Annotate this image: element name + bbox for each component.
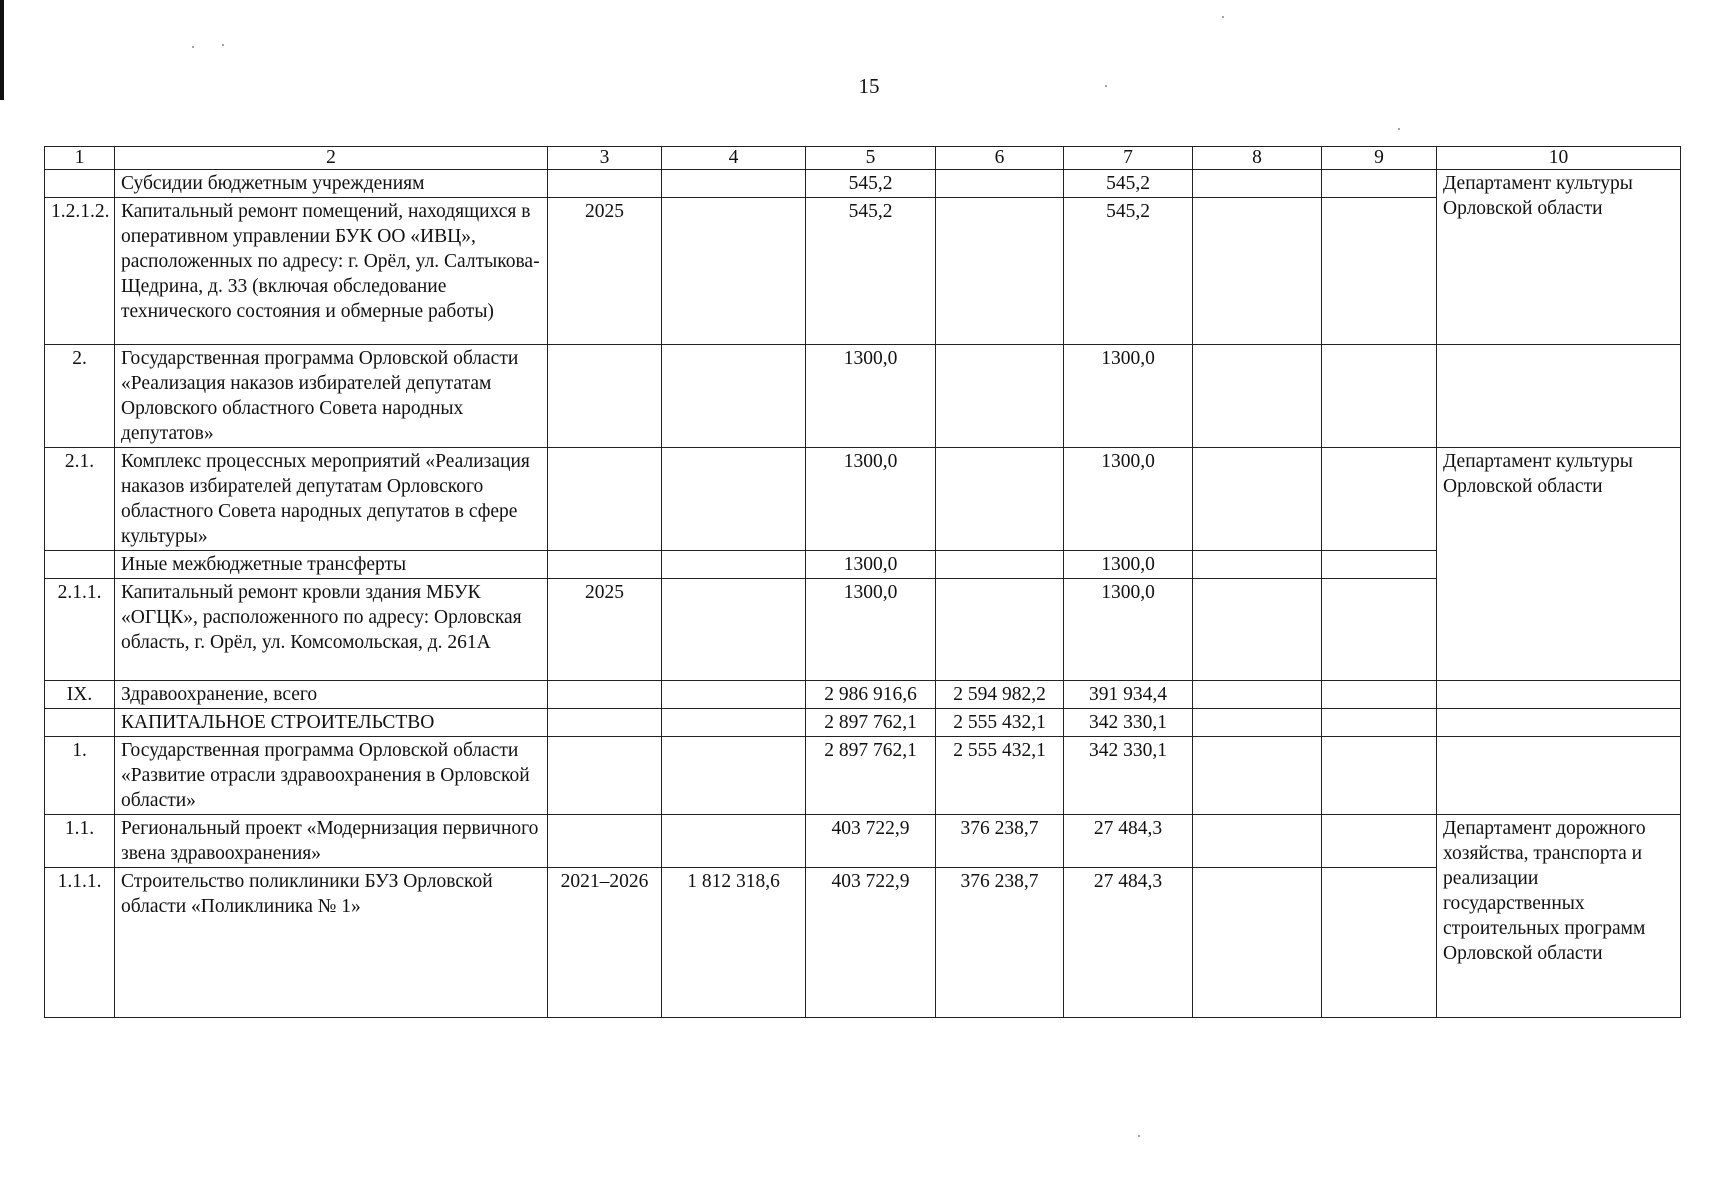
- row-col9: [1322, 737, 1437, 815]
- row-title: Капитальный ремонт кровли здания МБУК «ОГЦК», расположенного по адресу: Орловская область, г. Орёл, ул. Комсомольская, д. 261А: [115, 579, 548, 681]
- table-row: [45, 709, 1681, 737]
- row-col9: [1322, 448, 1437, 551]
- row-regional: 27 484,3: [1064, 815, 1193, 868]
- row-col8: [1193, 551, 1322, 579]
- row-regional: 27 484,3: [1064, 868, 1193, 1018]
- row-col8: [1193, 579, 1322, 681]
- table-row: [45, 345, 1681, 448]
- row-federal: [936, 579, 1064, 681]
- column-number: 2: [115, 147, 548, 170]
- table-row: [45, 579, 1681, 681]
- row-regional: 1300,0: [1064, 448, 1193, 551]
- row-regional: 545,2: [1064, 170, 1193, 198]
- row-title: Региональный проект «Модернизация первичного звена здравоохранения»: [115, 815, 548, 868]
- row-code: 1.2.1.2.: [45, 198, 115, 345]
- row-col9: [1322, 551, 1437, 579]
- row-col9: [1322, 198, 1437, 345]
- row-regional: 545,2: [1064, 198, 1193, 345]
- column-number: 1: [45, 147, 115, 170]
- row-col8: [1193, 868, 1322, 1018]
- row-total: 545,2: [806, 198, 936, 345]
- row-cost: 1 812 318,6: [662, 868, 806, 1018]
- row-federal: [936, 170, 1064, 198]
- row-cost: [662, 737, 806, 815]
- table-row: [45, 815, 1681, 868]
- row-code: 2.1.1.: [45, 579, 115, 681]
- row-col9: [1322, 681, 1437, 709]
- row-title: Субсидии бюджетным учреждениям: [115, 170, 548, 198]
- row-federal: [936, 448, 1064, 551]
- empty-cell: [1437, 345, 1681, 448]
- column-number: 5: [806, 147, 936, 170]
- row-regional: 342 330,1: [1064, 737, 1193, 815]
- row-regional: 342 330,1: [1064, 709, 1193, 737]
- table-row: [45, 198, 1681, 345]
- column-number: 3: [548, 147, 662, 170]
- row-title: Государственная программа Орловской области «Реализация наказов избирателей депутатам Орловского областного Совета народных депутатов»: [115, 345, 548, 448]
- row-col9: [1322, 868, 1437, 1018]
- row-title: Комплекс процессных мероприятий «Реализация наказов избирателей депутатам Орловского областного Совета народных депутатов в сфере культуры»: [115, 448, 548, 551]
- row-federal: [936, 345, 1064, 448]
- row-years: [548, 551, 662, 579]
- table-row: [45, 448, 1681, 551]
- row-federal: [936, 551, 1064, 579]
- row-cost: [662, 709, 806, 737]
- row-years: 2025: [548, 579, 662, 681]
- row-total: 1300,0: [806, 579, 936, 681]
- row-total: 403 722,9: [806, 815, 936, 868]
- empty-cell: [1437, 681, 1681, 709]
- row-col8: [1193, 681, 1322, 709]
- row-title: КАПИТАЛЬНОЕ СТРОИТЕЛЬСТВО: [115, 709, 548, 737]
- row-regional: 1300,0: [1064, 579, 1193, 681]
- row-regional: 1300,0: [1064, 551, 1193, 579]
- scan-speck: [222, 44, 224, 46]
- row-code: 2.1.: [45, 448, 115, 551]
- row-col8: [1193, 815, 1322, 868]
- table-row: [45, 170, 1681, 198]
- empty-cell: [1437, 709, 1681, 737]
- row-code: 1.1.1.: [45, 868, 115, 1018]
- row-federal: 2 594 982,2: [936, 681, 1064, 709]
- column-number: 7: [1064, 147, 1193, 170]
- table-row: [45, 551, 1681, 579]
- row-years: [548, 709, 662, 737]
- row-col9: [1322, 815, 1437, 868]
- column-number: 4: [662, 147, 806, 170]
- row-total: 2 897 762,1: [806, 709, 936, 737]
- row-years: [548, 681, 662, 709]
- row-cost: [662, 345, 806, 448]
- row-total: 403 722,9: [806, 868, 936, 1018]
- row-cost: [662, 551, 806, 579]
- row-cost: [662, 198, 806, 345]
- row-years: [548, 448, 662, 551]
- empty-cell: [1437, 737, 1681, 815]
- row-code: [45, 170, 115, 198]
- row-federal: 2 555 432,1: [936, 709, 1064, 737]
- row-col9: [1322, 579, 1437, 681]
- table-row: [45, 681, 1681, 709]
- row-code: 1.1.: [45, 815, 115, 868]
- row-years: 2025: [548, 198, 662, 345]
- row-total: 2 897 762,1: [806, 737, 936, 815]
- row-title: Здравоохранение, всего: [115, 681, 548, 709]
- row-total: 545,2: [806, 170, 936, 198]
- scan-speck: [192, 46, 194, 48]
- row-title: Капитальный ремонт помещений, находящихся в оперативном управлении БУК ОО «ИВЦ», расположенных по адресу: г. Орёл, ул. Салтыкова-Щедрина, д. 33 (включая обследование технического состояния и обмерные работы): [115, 198, 548, 345]
- row-col8: [1193, 170, 1322, 198]
- column-number-row: [45, 147, 1681, 170]
- row-federal: 2 555 432,1: [936, 737, 1064, 815]
- row-code: [45, 709, 115, 737]
- row-cost: [662, 681, 806, 709]
- row-years: [548, 170, 662, 198]
- responsible-department: Департамент дорожного хозяйства, транспорта и реализации государственных строительных программ Орловской области: [1437, 815, 1681, 1018]
- row-cost: [662, 170, 806, 198]
- column-number: 6: [936, 147, 1064, 170]
- row-title: Иные межбюджетные трансферты: [115, 551, 548, 579]
- row-federal: 376 238,7: [936, 815, 1064, 868]
- row-title: Строительство поликлиники БУЗ Орловской области «Поликлиника № 1»: [115, 868, 548, 1018]
- row-years: [548, 737, 662, 815]
- row-total: 2 986 916,6: [806, 681, 936, 709]
- row-col9: [1322, 170, 1437, 198]
- row-years: 2021–2026: [548, 868, 662, 1018]
- column-number: 9: [1322, 147, 1437, 170]
- row-col8: [1193, 198, 1322, 345]
- row-federal: 376 238,7: [936, 868, 1064, 1018]
- budget-table: [44, 146, 1681, 1018]
- row-code: IX.: [45, 681, 115, 709]
- row-total: 1300,0: [806, 345, 936, 448]
- row-col8: [1193, 345, 1322, 448]
- page-number: 15: [858, 74, 880, 98]
- row-code: 1.: [45, 737, 115, 815]
- row-total: 1300,0: [806, 448, 936, 551]
- row-code: [45, 551, 115, 579]
- row-cost: [662, 815, 806, 868]
- responsible-department: Департамент культуры Орловской области: [1437, 448, 1681, 681]
- row-regional: 391 934,4: [1064, 681, 1193, 709]
- row-col8: [1193, 448, 1322, 551]
- row-regional: 1300,0: [1064, 345, 1193, 448]
- column-number: 8: [1193, 147, 1322, 170]
- row-col9: [1322, 709, 1437, 737]
- table-row: [45, 737, 1681, 815]
- scan-speck: [1222, 16, 1224, 18]
- row-years: [548, 815, 662, 868]
- responsible-department: Департамент культуры Орловской области: [1437, 170, 1681, 345]
- scan-speck: [1398, 128, 1400, 130]
- row-federal: [936, 198, 1064, 345]
- row-cost: [662, 448, 806, 551]
- row-total: 1300,0: [806, 551, 936, 579]
- row-col8: [1193, 737, 1322, 815]
- row-cost: [662, 579, 806, 681]
- column-number: 10: [1437, 147, 1681, 170]
- row-col9: [1322, 345, 1437, 448]
- row-code: 2.: [45, 345, 115, 448]
- scan-speck: [1138, 1135, 1140, 1137]
- scan-speck: [1105, 85, 1107, 87]
- row-col8: [1193, 709, 1322, 737]
- row-title: Государственная программа Орловской области «Развитие отрасли здравоохранения в Орловской области»: [115, 737, 548, 815]
- table-row: [45, 868, 1681, 1018]
- row-years: [548, 345, 662, 448]
